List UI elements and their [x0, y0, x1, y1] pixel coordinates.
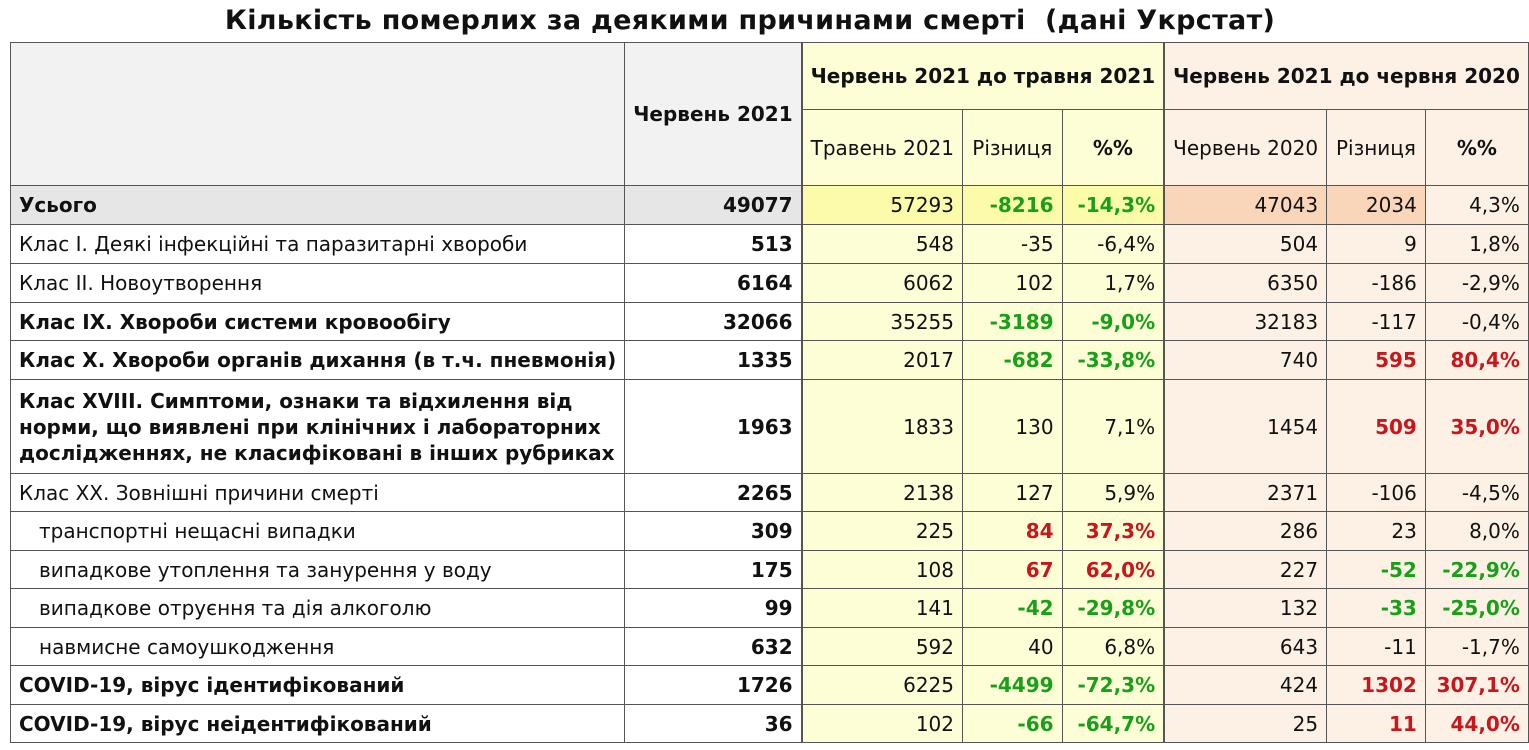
- row-label: Клас XX. Зовнішні причини смерті: [11, 474, 625, 512]
- diff-mom: -42: [963, 589, 1063, 628]
- pct-mom: 7,1%: [1062, 380, 1164, 474]
- row-label: Клас I. Деякі інфекційні та паразитарні хвороби: [11, 225, 625, 264]
- row-label: COVID-19, вірус ідентифікований: [11, 666, 625, 705]
- diff-mom: 102: [963, 264, 1063, 303]
- value-may2021: 6225: [802, 666, 962, 705]
- diff-yoy: -11: [1327, 628, 1426, 666]
- value-june2020: 227: [1165, 551, 1327, 589]
- row-label: Клас XVIII. Симптоми, ознаки та відхилення від норми, що виявлені при клінічних і лабораторних дослідженнях, не класифіковані в інших рубриках: [11, 380, 625, 474]
- header-may2021: Травень 2021: [802, 110, 962, 186]
- table-row: [11, 666, 1529, 705]
- pct-mom: -64,7%: [1062, 705, 1164, 743]
- pct-yoy: 44,0%: [1425, 705, 1528, 743]
- pct-mom: 5,9%: [1062, 474, 1164, 512]
- row-label: транспортні нещасні випадки: [11, 512, 625, 551]
- value-june2021: 49077: [625, 186, 801, 225]
- header-group-yoy: Червень 2021 до червня 2020: [1165, 43, 1529, 110]
- pct-yoy: 307,1%: [1425, 666, 1528, 705]
- value-june2020: 504: [1165, 225, 1327, 264]
- pct-mom: -29,8%: [1062, 589, 1164, 628]
- table-row: [11, 303, 1529, 341]
- row-label: випадкове утоплення та занурення у воду: [11, 551, 625, 589]
- diff-yoy: -186: [1327, 264, 1426, 303]
- pct-yoy: -25,0%: [1425, 589, 1528, 628]
- value-june2020: 2371: [1165, 474, 1327, 512]
- value-june2021: 36: [625, 705, 801, 743]
- value-may2021: 2017: [802, 341, 962, 380]
- pct-mom: -72,3%: [1062, 666, 1164, 705]
- diff-mom: 130: [963, 380, 1063, 474]
- header-group-mom: Червень 2021 до травня 2021: [802, 43, 1164, 110]
- diff-yoy: 11: [1327, 705, 1426, 743]
- pct-mom: -33,8%: [1062, 341, 1164, 380]
- diff-mom: -3189: [963, 303, 1063, 341]
- row-label: Клас IX. Хвороби системи кровообігу: [11, 303, 625, 341]
- header-diff-mom: Різниця: [963, 110, 1063, 186]
- value-june2021: 309: [625, 512, 801, 551]
- table-row: [11, 551, 1529, 589]
- mortality-table: [10, 42, 1529, 743]
- pct-yoy: -2,9%: [1425, 264, 1528, 303]
- value-may2021: 102: [802, 705, 962, 743]
- value-june2021: 1963: [625, 380, 801, 474]
- pct-mom: 1,7%: [1062, 264, 1164, 303]
- diff-yoy: -106: [1327, 474, 1426, 512]
- diff-yoy: -52: [1327, 551, 1426, 589]
- value-may2021: 57293: [802, 186, 962, 225]
- row-label: випадкове отруєння та дія алкоголю: [11, 589, 625, 628]
- pct-mom: 37,3%: [1062, 512, 1164, 551]
- diff-yoy: 595: [1327, 341, 1426, 380]
- header-june2021: Червень 2021: [625, 43, 801, 186]
- pct-yoy: 8,0%: [1425, 512, 1528, 551]
- value-may2021: 1833: [802, 380, 962, 474]
- value-june2021: 632: [625, 628, 801, 666]
- row-label: Усього: [11, 186, 625, 225]
- pct-yoy: 1,8%: [1425, 225, 1528, 264]
- value-june2021: 99: [625, 589, 801, 628]
- value-june2021: 175: [625, 551, 801, 589]
- header-label-cell: [11, 43, 625, 186]
- table-row: [11, 341, 1529, 380]
- pct-mom: 62,0%: [1062, 551, 1164, 589]
- pct-yoy: -4,5%: [1425, 474, 1528, 512]
- pct-mom: 6,8%: [1062, 628, 1164, 666]
- value-june2021: 1335: [625, 341, 801, 380]
- row-label: навмисне самоушкодження: [11, 628, 625, 666]
- header-pct-yoy: %%: [1425, 110, 1528, 186]
- diff-yoy: 23: [1327, 512, 1426, 551]
- value-june2020: 286: [1165, 512, 1327, 551]
- value-may2021: 35255: [802, 303, 962, 341]
- value-may2021: 225: [802, 512, 962, 551]
- table-row: [11, 628, 1529, 666]
- value-june2020: 643: [1165, 628, 1327, 666]
- header-pct-mom: %%: [1062, 110, 1164, 186]
- value-june2020: 6350: [1165, 264, 1327, 303]
- value-june2020: 740: [1165, 341, 1327, 380]
- value-may2021: 141: [802, 589, 962, 628]
- table-row: [11, 264, 1529, 303]
- table-row: [11, 186, 1529, 225]
- diff-mom: 84: [963, 512, 1063, 551]
- pct-yoy: 4,3%: [1425, 186, 1528, 225]
- value-june2020: 25: [1165, 705, 1327, 743]
- pct-yoy: -22,9%: [1425, 551, 1528, 589]
- value-june2020: 1454: [1165, 380, 1327, 474]
- pct-mom: -6,4%: [1062, 225, 1164, 264]
- header-diff-yoy: Різниця: [1327, 110, 1426, 186]
- value-may2021: 6062: [802, 264, 962, 303]
- value-june2021: 32066: [625, 303, 801, 341]
- row-label: COVID-19, вірус неідентифікований: [11, 705, 625, 743]
- diff-yoy: 9: [1327, 225, 1426, 264]
- row-label: Клас II. Новоутворення: [11, 264, 625, 303]
- table-row: [11, 589, 1529, 628]
- value-june2021: 1726: [625, 666, 801, 705]
- value-june2020: 132: [1165, 589, 1327, 628]
- header-june2020: Червень 2020: [1165, 110, 1327, 186]
- value-may2021: 548: [802, 225, 962, 264]
- diff-yoy: -117: [1327, 303, 1426, 341]
- diff-mom: 40: [963, 628, 1063, 666]
- value-june2020: 47043: [1165, 186, 1327, 225]
- diff-yoy: 509: [1327, 380, 1426, 474]
- pct-mom: -9,0%: [1062, 303, 1164, 341]
- table-row: [11, 474, 1529, 512]
- table-row: [11, 512, 1529, 551]
- pct-yoy: 80,4%: [1425, 341, 1528, 380]
- diff-mom: 127: [963, 474, 1063, 512]
- table-row: [11, 380, 1529, 474]
- header-row-1: [11, 43, 1529, 110]
- diff-mom: -35: [963, 225, 1063, 264]
- diff-yoy: -33: [1327, 589, 1426, 628]
- pct-mom: -14,3%: [1062, 186, 1164, 225]
- diff-mom: 67: [963, 551, 1063, 589]
- diff-yoy: 1302: [1327, 666, 1426, 705]
- diff-mom: -682: [963, 341, 1063, 380]
- value-may2021: 2138: [802, 474, 962, 512]
- pct-yoy: -1,7%: [1425, 628, 1528, 666]
- value-june2021: 513: [625, 225, 801, 264]
- table-row: [11, 705, 1529, 743]
- table-row: [11, 225, 1529, 264]
- value-may2021: 592: [802, 628, 962, 666]
- value-june2020: 424: [1165, 666, 1327, 705]
- diff-mom: -4499: [963, 666, 1063, 705]
- value-may2021: 108: [802, 551, 962, 589]
- page-title: Кількість померлих за деякими причинами смерті (дані Укрстат): [224, 5, 1276, 36]
- pct-yoy: -0,4%: [1425, 303, 1528, 341]
- diff-mom: -8216: [963, 186, 1063, 225]
- value-june2021: 2265: [625, 474, 801, 512]
- value-june2021: 6164: [625, 264, 801, 303]
- row-label: Клас X. Хвороби органів дихання (в т.ч. пневмонія): [11, 341, 625, 380]
- diff-yoy: 2034: [1327, 186, 1426, 225]
- pct-yoy: 35,0%: [1425, 380, 1528, 474]
- diff-mom: -66: [963, 705, 1063, 743]
- value-june2020: 32183: [1165, 303, 1327, 341]
